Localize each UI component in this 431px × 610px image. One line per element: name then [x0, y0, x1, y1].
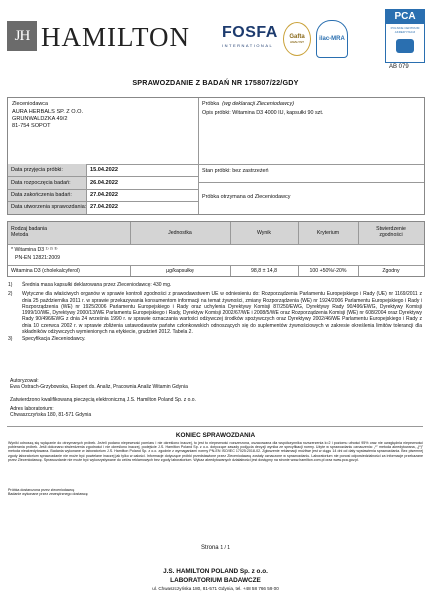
col-header-result: Wynik	[256, 230, 272, 236]
footnotes	[8, 282, 422, 343]
client-city: 81-754 SOPOT	[12, 123, 51, 129]
hamilton-logo-mark: JH	[7, 21, 37, 51]
hamilton-logo-text: HAMILTON	[41, 22, 191, 52]
page-label: Strona	[200, 545, 219, 551]
accreditation-number: AB 079	[389, 64, 409, 70]
date-value-end: 27.04.2022	[90, 192, 118, 198]
divider	[7, 426, 423, 427]
sample-label: Próbka (wg deklaracji Zleceniodawcy)	[202, 101, 294, 107]
pca-logo	[385, 9, 425, 63]
footnote-2: 2) Wytyczne dla właściwych organów w sprawie kontroli zgodności z prawodawstwem UE w odniesieniu do: Rozporządzenia Parlamentu Europejskiego i Rady (UE) nr 1169/2011 z dnia 25 października 2011 r. w sprawie przekazywania konsumentom informacji na temat żywności, zmiany Rozporządzenia (WE) nr 1924/2006 Parlamentu Europejskiego i Rady i Rozporządzenia (WE) nr 1925/2006 Parlamentu Europejskiego i Rady oraz uchylenia Dyrektywy Komisji 87/250/EWG, Dyrektywy Rady 90/496/EWG, Dyrektywy Komisji 1999/10/WE, Dyrektywy 2000/13/WE Parlamentu Europejskiego i Rady, Dyrektyw Komisji 2002/67/WE i 2008/5/WE oraz Rozporządzenia Komisji (WE) nr 608/2004 oraz Dyrektywy Rady 90/496/EWG z dnia 24 września 1990 r. w sprawie oznaczania wartości odżywczej środków spożywczych oraz Dyrektywy 2002/46/WE Parlamentu Europejskiego i Rady z dnia 10 czerwca 2002 r. w sprawie zbliżenia ustawodawstw państw członkowskich odnoszących się do suplementów żywnościowych w zakresie określenia limitów tolerancji dla składników odżywczych wymienionych na etykiecie, grudzień 2012. Tabela 2.	[8, 291, 422, 336]
results-table	[7, 221, 425, 277]
end-of-report: KONIEC SPRAWOZDANIA	[175, 432, 256, 439]
footer	[0, 568, 431, 591]
row-unit: µg/kapsułkę	[166, 268, 194, 274]
client-street: GRUNWALDZKA 49/2	[12, 116, 68, 122]
client-sample-box	[7, 97, 425, 215]
date-value-received: 15.04.2022	[90, 167, 118, 173]
date-label-start: Data rozpoczęcia badań:	[11, 180, 71, 186]
col-header-unit: Jednostka	[168, 230, 192, 236]
col-header-test: Rodzaj badania Metoda	[11, 226, 48, 238]
fosfa-name: FOSFA	[222, 24, 278, 41]
ilac-mra-logo: ilac-MRA	[316, 20, 348, 58]
footer-lab: LABORATORIUM BADAWCZE	[170, 577, 261, 584]
sample-description: Opis próbki: Witamina D3 4000 IU, kapsułki 90 szt.	[202, 110, 324, 116]
date-value-report: 27.04.2022	[90, 204, 118, 210]
lab-address-label: Adres laboratorium:	[10, 406, 54, 412]
fosfa-logo	[222, 24, 278, 48]
fine-print: Wyniki odnoszą się wyłącznie do otrzymanych próbek. Jeżeli podano niepewność pomiaru i nie określono inaczej, to jest to niepewność rozszerzona, oszacowana dla współczynnika rozszerzenia k=2 i poziomu ufności 95% oraz nie uwzględnia niepewności pobierania próbek. Jeśli dokonano stwierdzenia zgodności i nie określono inaczej, podejście J.S. Hamilton Poland Sp. z o.o. dotyczące zasady podjęcia decyzji wynika ze specyfikacji normy. Użyte w sprawozdaniu oznaczenia: „*” metoda akredytowana, „(*)” metoda nieakredytowana. Badania wykonane w laboratorium J.S. Hamilton Poland Sp. z o.o. zgodnie z wymaganiami normy PN-EN ISO/IEC 17025:2018-02. Zgłoszenie reklamacji możliwe jest w ciągu 14 dni od daty wystawienia sprawozdania. Bez pisemnej zgody laboratorium sprawozdanie nie może być powielane inaczej jak tylko w całości. Informacje dotyczące próbki przedstawione przez Zleceniodawcę zostały oznaczone w sprawozdaniu. Laboratorium nie ponosi odpowiedzialności za informacje przekazane przez Zleceniodawcę. Sprawozdanie nie może być wykorzystywane do celów reklamowych bez zgody laboratorium. Wykaz akredytowanych działalności jest dostępny na stronie www.hamilton.com.pl oraz www.pca.gov.pl.	[8, 441, 423, 462]
dates-grid	[8, 164, 198, 214]
row-compliance: Zgodny	[382, 268, 400, 274]
date-value-start: 26.04.2022	[90, 180, 118, 186]
report-title: SPRAWOZDANIE Z BADAŃ NR 175807/22/GDY	[132, 78, 299, 87]
gafta-sub: ANALYST	[290, 40, 304, 44]
page-value: 1 / 1	[220, 545, 231, 551]
pca-sub: POLSKIE CENTRUM AKREDYTACJI	[390, 26, 420, 34]
footer-company: J.S. HAMILTON POLAND Sp. z o.o.	[163, 568, 268, 575]
footer-address: ul. Chwaszczyńska 180, 81-571 Gdynia, tel. +48 58 766 59 00	[152, 586, 279, 591]
row-name: Witamina D3 (cholekalcyferol)	[11, 268, 80, 274]
footnote-3: 3) Specyfikacja Zleceniodawcy.	[8, 336, 86, 343]
client-name: AURA HERBALS SP. Z O.O.	[12, 109, 84, 115]
lab-address: Chwaszczyńska 180, 81-571 Gdynia	[10, 412, 92, 418]
page-number	[0, 545, 431, 551]
col-header-criterion: Kryterium	[316, 230, 340, 236]
date-label-report: Data utworzenia sprawozdania:	[11, 204, 87, 210]
gafta-name: Gafta	[289, 34, 305, 40]
pca-name: PCA	[386, 10, 424, 24]
pca-emblem-icon	[396, 39, 414, 53]
authors-value: Ewa Ostrach-Grzybowska, Ekspert ds. Analiz, Pracownia Analiz Witamin Gdynia	[10, 384, 188, 390]
date-label-end: Data zakończenia badań:	[11, 192, 72, 198]
fine-print-notes: Próbka dostarczona przez zleceniodawcę Badanie wykonane przez zewnętrznego dostawcę	[8, 488, 88, 497]
sample-state: Stan próbki: bez zastrzeżeń	[202, 168, 269, 174]
fosfa-sub: INTERNATIONAL	[222, 43, 274, 48]
gafta-logo	[283, 22, 311, 56]
col-header-compliance: Stwierdzenie zgodności	[376, 226, 406, 238]
row-criterion: 100 +50%/-20%	[309, 268, 347, 274]
sample-origin: Próbka otrzymana od Zleceniodawcy	[202, 194, 291, 200]
seal-text: Zatwierdzono kwalifikowaną pieczęcią elektroniczną J.S. Hamilton Poland Sp. z o.o.	[10, 397, 196, 403]
client-label: Zleceniodawca	[12, 101, 48, 107]
test-method: PN-EN 12821:2009	[15, 255, 60, 261]
row-result: 98,8 ± 14,8	[251, 268, 277, 274]
test-name: * Witamina D3 ¹⁾ ²⁾ ³⁾	[11, 247, 58, 253]
authors-label: Autoryzował:	[10, 378, 39, 384]
footnote-1: 1) Średnia masa kapsułki deklarowana przez Zleceniodawcę: 430 mg.	[8, 282, 172, 288]
date-label-received: Data przyjęcia próbki:	[11, 167, 63, 173]
